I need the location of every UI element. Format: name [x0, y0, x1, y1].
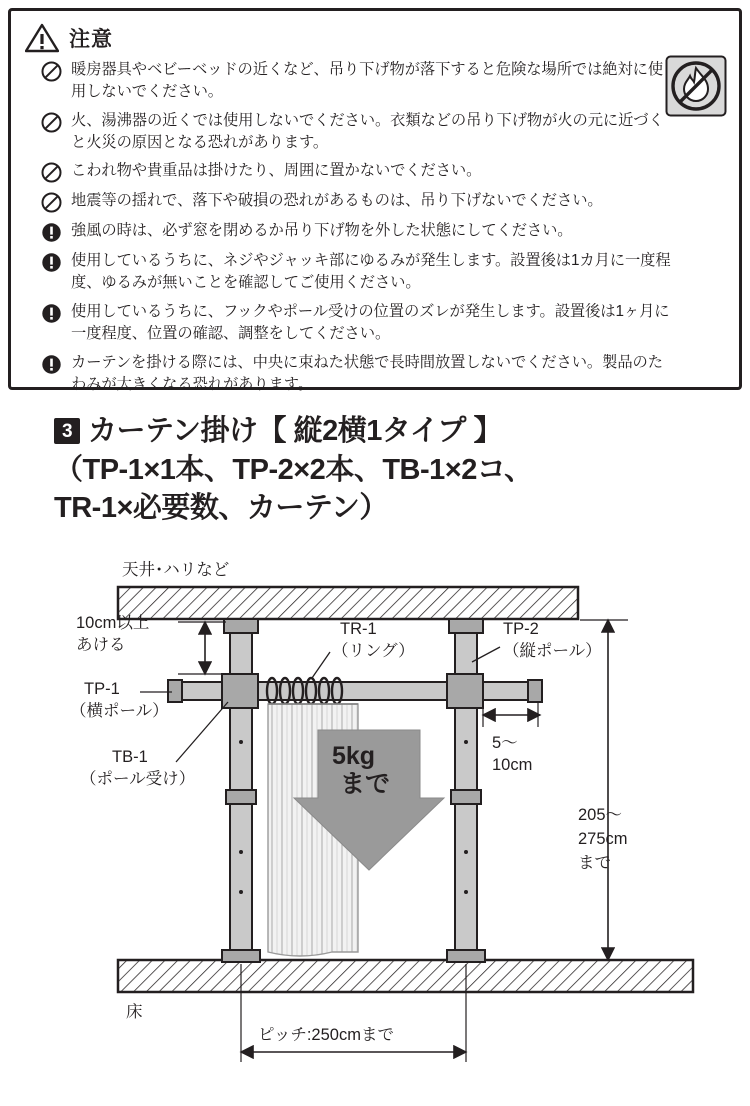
prohibited-icon [41, 112, 62, 133]
tp1-label-line2: （横ポール） [70, 702, 169, 720]
pitch-label: ピッチ:250cmまで [258, 1026, 394, 1044]
tp2-label-line2: （縦ポール） [503, 642, 602, 660]
list-item [41, 110, 727, 154]
height-label-line2: 275cm [578, 830, 628, 848]
caution-item-text: 火、湯沸器の近くでは使用しないでください。衣類などの吊り下げ物が火の元に近づくと火災の原因となる恐れがあります。 [71, 111, 664, 151]
side-dim-line2: 10cm [492, 756, 533, 774]
warning-triangle-icon [25, 23, 59, 53]
section-heading [54, 412, 734, 528]
caution-item-text: 使用しているうちに、ネジやジャッキ部にゆるみが発生します。設置後は1カ月に一度程度、ゆるみが無いことを確認してご使用ください。 [71, 252, 671, 292]
prohibited-icon [41, 61, 62, 82]
caution-item-text: こわれ物や貴重品は掛けたり、周囲に置かないでください。 [71, 162, 482, 180]
floor-label: 床 [126, 1003, 143, 1021]
exclamation-icon [41, 252, 62, 273]
exclamation-icon [41, 303, 62, 324]
tp1-label-line1: TP-1 [84, 680, 120, 698]
no-fire-icon [665, 55, 727, 117]
tr1-label-line2: （リング） [332, 642, 415, 660]
prohibited-icon [41, 192, 62, 213]
load-label-line1: 5kg [332, 742, 376, 770]
tb1-label-line1: TB-1 [112, 748, 148, 766]
ceiling-label: 天井･ハリなど [122, 561, 230, 579]
section-title-line3: TR-1×必要数、カーテン） [54, 492, 388, 525]
caution-item-text: カーテンを掛ける際には、中央に束ねた状態で長時間放置しないでください。製品のたわみが大きくなる恐れがあります。 [71, 353, 663, 393]
caution-item-text: 暖房器具やベビーベッドの近くなど、吊り下げ物が落下すると危険な場所では絶対に使用しないでください。 [71, 61, 664, 100]
list-item [41, 160, 727, 183]
clearance-label-line1: 10cm以上 [76, 614, 150, 632]
load-label-line2: まで [340, 770, 391, 798]
section-number: 3 [54, 418, 80, 444]
list-item [41, 59, 727, 103]
section-title-line2: （TP-1×1本、TP-2×2本、TB-1×2コ、 [54, 453, 533, 486]
caution-list [23, 59, 727, 396]
caution-panel [8, 8, 742, 393]
tp2-label-line1: TP-2 [503, 620, 539, 638]
prohibited-icon [41, 162, 62, 183]
installation-diagram [0, 552, 750, 1104]
height-label-line3: まで [578, 854, 611, 872]
tr1-label-line1: TR-1 [340, 620, 377, 638]
height-label-line1: 205～ [578, 806, 623, 824]
side-dim-line1: 5～ [492, 734, 518, 752]
section-title-text: カーテン掛け【 縦2横1タイプ 】 [88, 415, 502, 447]
clearance-label-line2: あける [76, 636, 126, 654]
section-title-line1 [54, 412, 734, 451]
caution-header [25, 23, 727, 53]
list-item [41, 301, 727, 345]
tb1-label-line2: （ポール受け） [80, 770, 196, 788]
exclamation-icon [41, 354, 62, 375]
caution-title: 注意 [69, 28, 113, 51]
exclamation-icon [41, 222, 62, 243]
list-item [41, 220, 727, 243]
list-item [41, 250, 727, 294]
caution-item-text: 地震等の揺れで、落下や破損の恐れがあるものは、吊り下げないでください。 [71, 192, 603, 210]
caution-item-text: 使用しているうちに、フックやポール受けの位置のズレが発生します。設置後は1ヶ月に一度程度、位置の確認、調整をしてください。 [71, 303, 670, 343]
list-item [41, 352, 727, 396]
list-item [41, 190, 727, 213]
caution-item-text: 強風の時は、必ず窓を閉めるか吊り下げ物を外した状態にしてください。 [71, 222, 573, 240]
